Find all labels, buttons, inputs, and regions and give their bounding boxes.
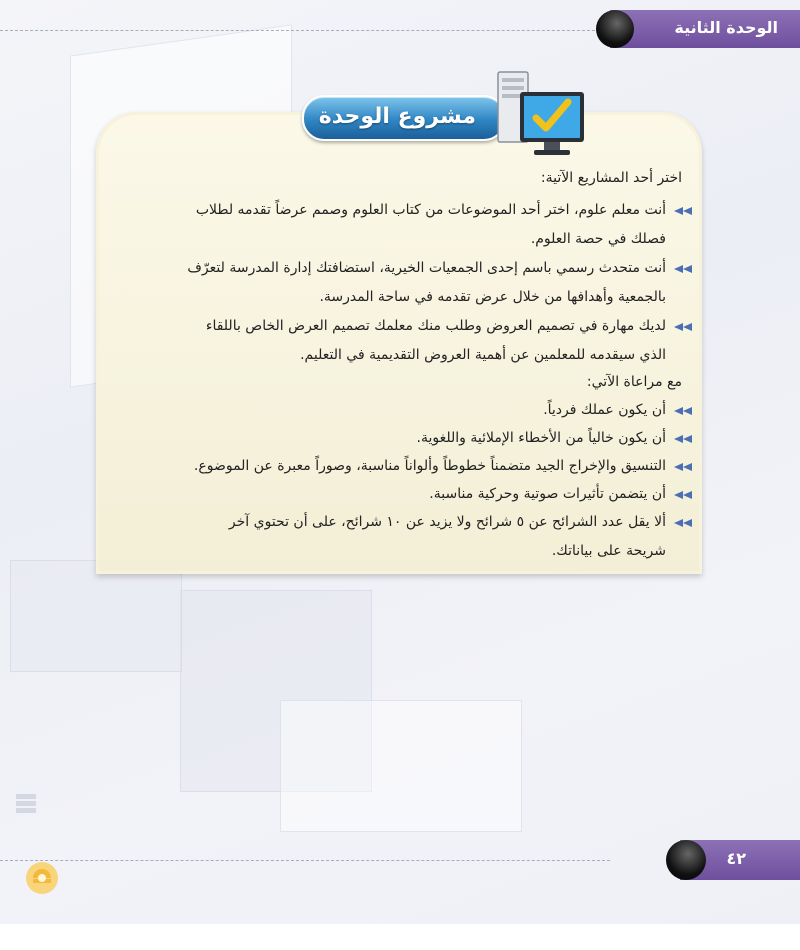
page-number-tab: [680, 840, 800, 880]
project-title-badge: [302, 95, 506, 141]
requirement-item: أن يكون عملك فردياً.: [132, 396, 692, 425]
project-item: أنت معلم علوم، اختر أحد الموضوعات من كتاب العلوم وصمم عرضاً تقدمه لطلاب فصلك في حصة العلوم.: [132, 196, 692, 254]
requirement-item: أن يكون خالياً من الأخطاء الإملائية واللغوية.: [132, 424, 692, 453]
requirement-item: التنسيق والإخراج الجيد متضمناً خطوطاً وألواناً مناسبة، وصوراً معبرة عن الموضوع.: [132, 452, 692, 481]
tab-cap: [596, 10, 634, 48]
requirement-item: ألا يقل عدد الشرائح عن ٥ شرائح ولا يزيد عن ١٠ شرائح، على أن تحتوي آخر شريحة على بياناتك.: [132, 508, 692, 566]
tab-cap: [666, 840, 706, 880]
double-arrow-icon: [672, 462, 692, 472]
project-title: مشروع الوحدة: [318, 104, 476, 129]
double-arrow-icon: [672, 206, 692, 216]
double-arrow-icon: [672, 264, 692, 274]
page-number: ٤٢: [726, 849, 746, 868]
publisher-logo-icon: [24, 860, 60, 896]
background-block: [10, 560, 182, 672]
stack-icon: [12, 790, 40, 818]
bottom-margin: [0, 924, 800, 950]
footer-divider: [0, 860, 610, 861]
unit-label: الوحدة الثانية: [674, 18, 778, 37]
requirements-heading: مع مراعاة الآتي:: [586, 374, 682, 390]
double-arrow-icon: [672, 518, 692, 528]
project-item: لديك مهارة في تصميم العروض وطلب منك معلمك تصميم العرض الخاص باللقاء الذي سيقدمه للمعلمين عن أهمية العروض التقديمية في التعليم.: [132, 312, 692, 370]
double-arrow-icon: [672, 490, 692, 500]
project-item: أنت متحدث رسمي باسم إحدى الجمعيات الخيرية، استضافتك إدارة المدرسة لتعرّف بالجمعية وأهدافها من خلال عرض تقدمه في ساحة المدرسة.: [132, 254, 692, 312]
header-divider: [0, 30, 610, 31]
computer-checkmark-icon: [492, 70, 588, 162]
double-arrow-icon: [672, 406, 692, 416]
double-arrow-icon: [672, 322, 692, 332]
projects-intro: اختر أحد المشاريع الآتية:: [540, 170, 682, 186]
double-arrow-icon: [672, 434, 692, 444]
background-block: [280, 700, 522, 832]
unit-tab: [610, 10, 800, 48]
requirement-item: أن يتضمن تأثيرات صوتية وحركية مناسبة.: [132, 480, 692, 509]
